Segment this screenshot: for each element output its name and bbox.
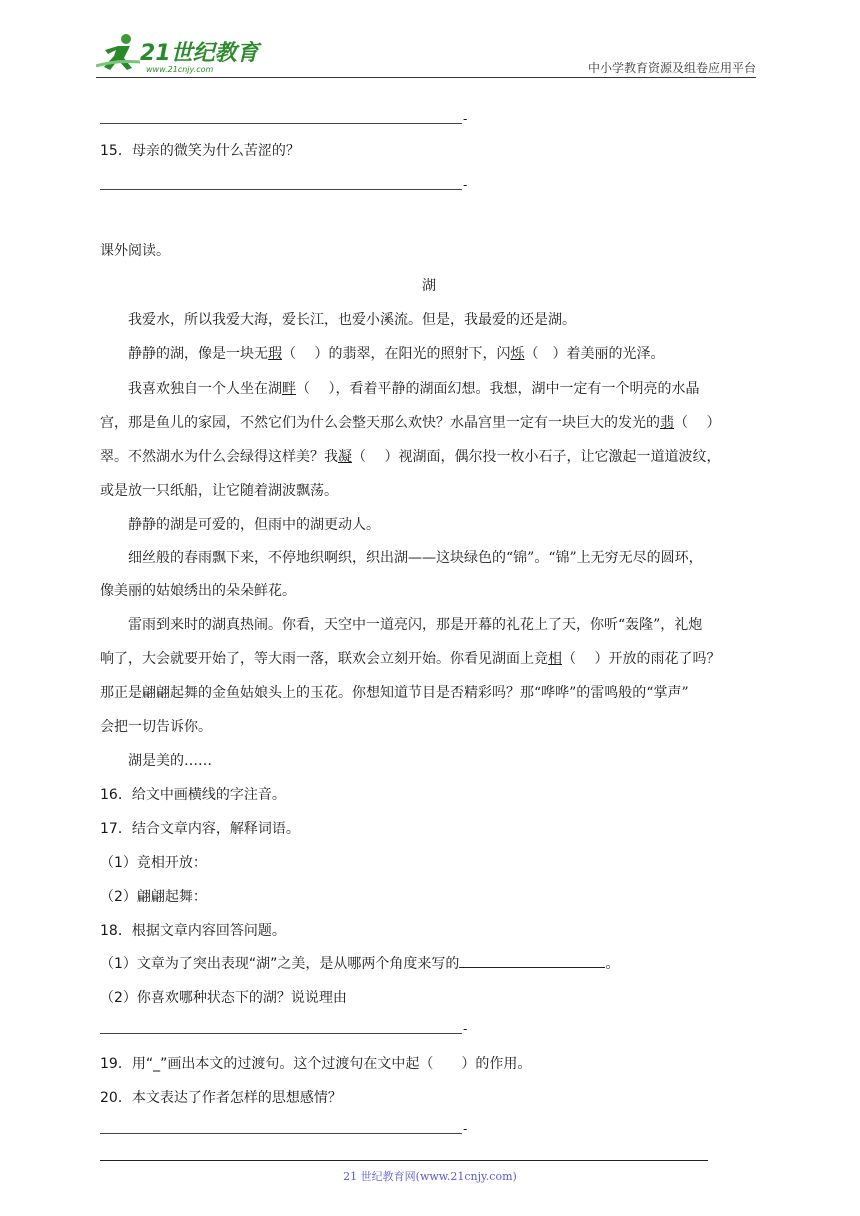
passage-line: 或是放一只纸船，让它随着湖波飘荡。: [100, 483, 338, 499]
passage-text: 宫，那是鱼儿的家园，不然它们为什么会整天那么欢快？水晶宫里一定有一块巨大的发光的: [100, 415, 660, 431]
underlined-char: 相: [548, 651, 562, 667]
answer-line: [100, 189, 462, 190]
passage-paragraph: 我爱水，所以我爱大海，爱长江，也爱小溪流。但是，我最爱的还是湖。: [128, 312, 576, 328]
answer-dash: -: [463, 1022, 468, 1037]
passage-text: （ ）的翡翠，在阳光的照射下，闪: [282, 346, 511, 362]
passage-text: 翠。不然湖水为什么会绿得这样美？我: [100, 449, 338, 465]
question-17: 17．结合文章内容，解释词语。: [100, 821, 300, 837]
passage-line: [100, 412, 720, 432]
passage-line: 像美丽的姑娘绣出的朵朵鲜花。: [100, 583, 296, 599]
passage-paragraph: [128, 343, 664, 363]
passage-text: （ ）: [674, 415, 721, 431]
underlined-char: 凝: [338, 449, 352, 465]
passage-line: 那正是翩翩起舞的金鱼姑娘头上的玉花。你想知道节目是否精彩吗？那“哗哗”的雷鸣般的“掌声”: [100, 685, 689, 701]
question-20: 20．本文表达了作者怎样的思想感情？: [100, 1090, 342, 1106]
footer-text: 21 世纪教育网(www.21cnjy.com): [343, 1170, 517, 1183]
question-17-2: （2）翩翩起舞：: [100, 889, 207, 905]
passage-paragraph: 湖是美的……: [128, 753, 212, 769]
passage-text: （ ）开放的雨花了吗？: [562, 651, 721, 667]
passage-title: 湖: [422, 278, 436, 294]
underlined-char: 翡: [660, 415, 674, 431]
passage-line: 雷雨到来时的湖真热闹。你看，天空中一道亮闪，那是开幕的礼花上了天，你听“轰隆”，礼炮: [128, 617, 703, 633]
passage-text: （ ）视湖面，偶尔投一枚小石子，让它激起一道道波纹，: [352, 449, 721, 465]
question-text: 。: [605, 956, 620, 972]
logo-text: 21世纪教育: [140, 41, 259, 66]
logo-url: www.21cnjy.com: [146, 65, 214, 74]
header-divider: [96, 77, 756, 78]
answer-dash: -: [463, 178, 468, 193]
passage-text: 静静的湖，像是一块无: [128, 346, 268, 362]
platform-name: 中小学教育资源及组卷应用平台: [587, 61, 756, 75]
question-18: 18．根据文章内容回答问题。: [100, 923, 286, 939]
question-17-1: （1）竞相开放：: [100, 855, 207, 871]
answer-line: [100, 123, 462, 124]
passage-line: 细丝般的春雨飘下来，不停地织啊织，织出湖——这块绿色的“锦”。“锦”上无穷无尽的圆环，: [128, 550, 703, 566]
question-18-1: [100, 953, 619, 973]
passage-line: 会把一切告诉你。: [100, 719, 212, 735]
question-text: （1）文章为了突出表现“湖”之美，是从哪两个角度来写的: [100, 956, 460, 972]
passage-line: [100, 648, 720, 668]
runner-logo-icon: [96, 32, 142, 74]
passage-text: （ ），看着平静的湖面幻想。我想，湖中一定有一个明亮的水晶: [296, 381, 700, 397]
question-18-2: （2）你喜欢哪种状态下的湖？说说理由: [100, 990, 347, 1006]
section-label: 课外阅读。: [100, 243, 170, 259]
question-16: 16．给文中画横线的字注音。: [100, 787, 286, 803]
footer-divider: [100, 1160, 708, 1161]
passage-text: 响了，大会就要开始了，等大雨一落，联欢会立刻开始。你看见湖面上竞: [100, 651, 548, 667]
passage-line: [128, 378, 699, 398]
answer-dash: -: [463, 1122, 468, 1137]
passage-paragraph: 静静的湖是可爱的，但雨中的湖更动人。: [128, 517, 380, 533]
fill-blank[interactable]: [459, 955, 605, 968]
answer-line: [100, 1133, 462, 1134]
question-15: 15．母亲的微笑为什么苦涩的？: [100, 143, 300, 159]
underlined-char: 瑕: [268, 346, 282, 362]
passage-line: [100, 446, 720, 466]
answer-dash: -: [463, 112, 468, 127]
logo: [96, 32, 266, 76]
answer-line: [100, 1033, 462, 1034]
passage-text: （ ）着美丽的光泽。: [524, 346, 665, 362]
underlined-char: 畔: [282, 381, 296, 397]
question-19: 19．用“_”画出本文的过渡句。这个过渡句在文中起（ ）的作用。: [100, 1056, 532, 1072]
underlined-char: 烁: [510, 346, 525, 362]
passage-text: 我喜欢独自一个人坐在湖: [128, 381, 282, 397]
